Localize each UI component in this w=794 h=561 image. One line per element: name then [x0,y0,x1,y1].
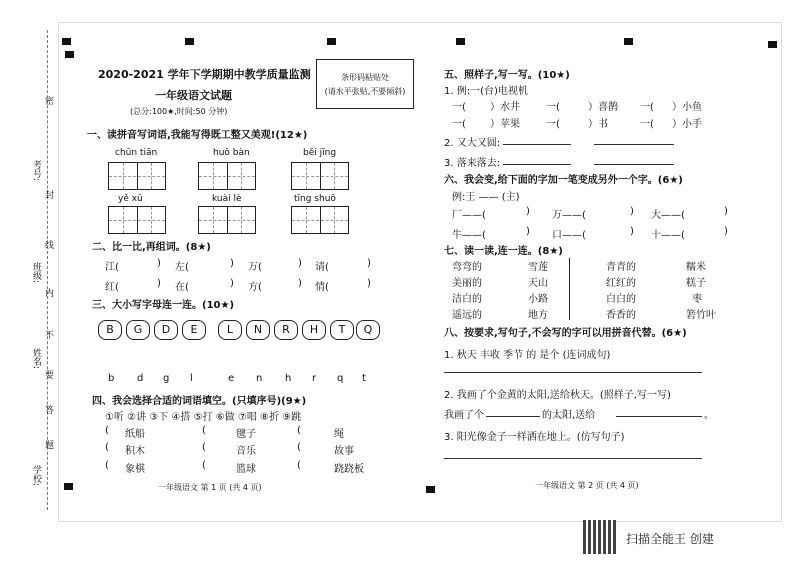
q5-word: ）苹果 [490,119,520,130]
q7-word[interactable]: 白白的 [606,294,636,305]
q6-close: ) [630,206,634,217]
q4-word: 篮球 [236,464,256,475]
blank-open: ( [297,460,301,471]
upper-letter[interactable]: Q [356,320,380,340]
blank-open: ( [105,460,109,471]
q7-word[interactable]: 香香的 [606,310,636,321]
q5-blank: 一( [546,119,560,130]
q4-word: 积木 [125,446,145,457]
lower-letter[interactable]: t [362,373,366,384]
lower-letter[interactable]: e [228,373,235,384]
q7-word[interactable]: 地方 [528,310,548,321]
q5-blank: 一( [452,119,466,130]
q2-item: 红( [105,282,119,293]
q8-s2: 2. 我画了个金黄的太阳,送给秋天。(照样子,写一写) [444,390,671,401]
reg-mark [64,483,73,490]
side-da: 答 [43,405,53,414]
q2-item: 请( [315,262,329,273]
q2-close: ) [230,278,234,289]
q7-divider [569,258,570,320]
pinyin: běi jīng [303,148,337,158]
q2-close: ) [157,278,161,289]
q6-close: ) [630,226,634,237]
pinyin: huǒ bàn [213,148,250,158]
q6-item: 大——( [651,210,685,221]
upper-letter[interactable]: R [274,320,298,340]
q6-item: 厂——( [452,210,486,221]
pinyin: yě xǔ [118,194,143,204]
exam-title: 2020-2021 学年下学期期中教学质量监测 [98,68,311,81]
lower-letter[interactable]: q [337,373,344,384]
answer-line[interactable] [444,372,702,373]
q7-word[interactable]: 糯米 [686,262,706,273]
q8-s2-a: 我画了个 [444,410,484,421]
writing-grid[interactable] [291,162,349,190]
q4-word: 故事 [334,446,354,457]
q2-item: 左( [175,262,189,273]
q7-word[interactable]: 天山 [528,278,548,289]
answer-line[interactable] [503,144,571,145]
upper-letter[interactable]: G [126,320,150,340]
upper-letter[interactable]: E [182,320,206,340]
q5-example: 1. 例:一(台)电视机 [444,86,528,97]
upper-letter[interactable]: D [154,320,178,340]
footer-page1: 一年级语文 第 1 页 (共 4 页) [158,483,262,492]
q2-close: ) [230,258,234,269]
q5-line3: 3. 落来落去: [444,158,501,169]
pinyin: kuài lè [212,194,242,204]
q5-blank: 一( [640,119,654,130]
barcode-note: (请水平张贴,不要倾斜) [324,87,406,96]
q4-word: 音乐 [236,446,256,457]
blank-open: ( [105,425,109,436]
upper-letter[interactable]: N [246,320,270,340]
q6-close: ) [724,226,728,237]
upper-letter[interactable]: L [218,320,242,340]
answer-line[interactable] [503,164,571,165]
q6-example: 例:王 —— (主) [452,192,520,203]
q6-item: 牛——( [452,230,486,241]
reg-mark [62,38,71,45]
side-kaohao: 考号: [31,160,41,182]
q8-s1: 1. 秋天 丰收 季节 的 是个 (连词成句) [444,350,611,361]
side-banji: 班级: [31,262,41,284]
reg-mark [768,41,777,48]
blank-open: ( [202,460,206,471]
q5-blank: 一( [546,102,560,113]
q6-item: 十——( [651,230,685,241]
pinyin: tīng shuō [294,194,336,204]
q2-close: ) [298,258,302,269]
writing-grid[interactable] [198,206,256,234]
q5-heading: 五、照样子,写一写。(10★) [444,70,570,81]
q5-word: ）水井 [490,102,520,113]
side-xuexiao: 学校: [31,465,41,487]
q5-line2: 2. 又大又圆: [444,138,501,149]
side-bu: 不 [43,330,53,339]
exam-subtitle: 一年级语文试题 [155,89,232,102]
q6-heading: 六、我会变,给下面的字加一笔变成另外一个字。(6★) [444,175,683,186]
answer-line[interactable] [594,164,674,165]
q4-word: 象棋 [125,464,145,475]
side-nei: 内 [43,288,53,297]
writing-grid[interactable] [108,206,166,234]
lower-letter[interactable]: r [312,373,317,384]
q7-word[interactable]: 洁白的 [452,294,482,305]
answer-line[interactable] [594,144,674,145]
q8-s2-c: 。 [704,410,714,421]
q7-word[interactable]: 青青的 [606,262,636,273]
qr-code-icon [583,520,617,554]
q7-word[interactable]: 弯弯的 [452,262,482,273]
q5-word: ）喜鹊 [588,102,618,113]
upper-letter[interactable]: T [330,320,354,340]
q7-heading: 七、读一读,连一连。(8★) [444,246,563,257]
q7-word[interactable]: 美丽的 [452,278,482,289]
footer-page2: 一年级语文 第 2 页 (共 4 页) [535,481,639,490]
blank-open: ( [105,442,109,453]
reg-mark [426,486,435,493]
side-ti: 题 [43,440,53,449]
lower-letter[interactable]: l [190,373,193,384]
q7-word[interactable]: 小路 [528,294,548,305]
lower-letter[interactable]: n [256,373,263,384]
lower-letter[interactable]: g [163,373,170,384]
q6-close: ) [526,206,530,217]
writing-grid[interactable] [291,206,349,234]
lower-letter[interactable]: d [137,373,144,384]
q6-close: ) [526,226,530,237]
writing-grid[interactable] [108,162,166,190]
score-time: (总分:100★,时间:50 分钟) [130,107,228,116]
q4-word: 绳 [334,429,344,440]
q2-close: ) [367,278,371,289]
blank-open: ( [202,442,206,453]
side-mi: 密 [43,96,53,105]
q7-word[interactable]: 红红的 [606,278,636,289]
q7-word[interactable]: 遥远的 [452,310,482,321]
q5-word: ）书 [588,119,608,130]
q6-item: 口——( [552,230,586,241]
q4-word: 纸船 [125,429,145,440]
lower-letter[interactable]: b [108,373,115,384]
q2-close: ) [298,278,302,289]
reg-mark [327,38,336,45]
q4-options: ①听 ②讲 ③下 ④搭 ⑤打 ⑥做 ⑦唱 ⑧折 ⑨跳 [105,412,302,423]
q4-heading: 四、我会选择合适的词语填空。(只填序号)(9★) [92,396,307,407]
q5-blank: 一( [452,102,466,113]
reg-mark [65,51,74,58]
writing-grid[interactable] [198,162,256,190]
q2-item: 在( [175,282,189,293]
q8-s3: 3. 阳光像金子一样洒在地上。(仿写句子) [444,432,625,443]
barcode-area [316,59,414,109]
q2-close: ) [367,258,371,269]
q2-close: ) [157,258,161,269]
q5-blank: 一( [640,102,654,113]
answer-line[interactable] [444,458,702,459]
q4-word: 跷跷板 [334,464,364,475]
q2-heading: 二、比一比,再组词。(8★) [92,242,211,253]
pinyin: chūn tiān [115,148,158,158]
q6-close: ) [724,206,728,217]
side-feng: 封 [43,190,53,199]
q7-word[interactable]: 雪莲 [528,262,548,273]
q8-s2-b: 的太阳,送给 [542,410,596,421]
scanner-watermark: 扫描全能王 创建 [626,532,714,546]
side-xingming: 姓名: [31,348,41,370]
side-xian: 线 [43,240,53,249]
lower-letter[interactable]: h [285,373,292,384]
upper-letter[interactable]: H [302,320,326,340]
q3-heading: 三、大小写字母连一连。(10★) [92,300,235,311]
blank-open: ( [202,425,206,436]
q2-item: 情( [315,282,329,293]
q1-heading: 一、读拼音写词语,我能写得既工整又美观!(12★) [87,130,308,141]
q5-word: ）小鱼 [672,102,702,113]
blank-open: ( [297,442,301,453]
blank-open: ( [297,425,301,436]
answer-line[interactable] [486,416,540,417]
reg-mark [185,38,194,45]
answer-line[interactable] [616,416,702,417]
side-yao: 要 [43,370,53,379]
q4-word: 毽子 [236,429,256,440]
q7-word[interactable]: 糕子 [686,278,706,289]
reg-mark [624,38,633,45]
q8-heading: 八、按要求,写句子,不会写的字可以用拼音代替。(6★) [444,328,687,339]
q2-item: 方( [248,282,262,293]
upper-letter[interactable]: B [98,320,122,340]
q2-item: 江( [105,262,119,273]
q6-item: 万——( [552,210,586,221]
q7-word[interactable]: 枣 [692,294,702,305]
q5-word: ）小手 [672,119,702,130]
barcode-label: 条形码粘贴处 [341,73,389,82]
q2-item: 万( [248,262,262,273]
q7-word[interactable]: 箬竹叶 [686,310,716,321]
reg-mark [456,38,465,45]
